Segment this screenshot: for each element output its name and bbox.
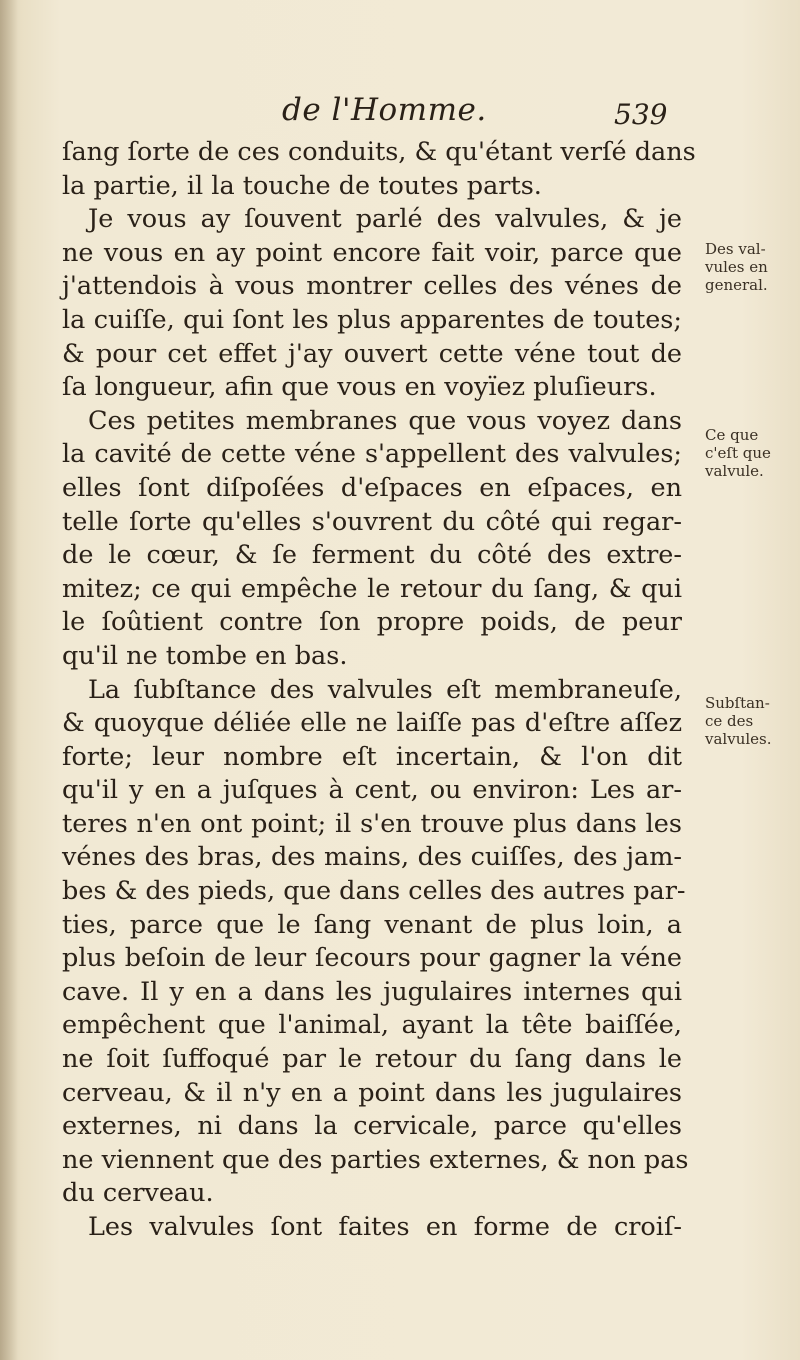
running-head: de l'Homme. bbox=[282, 92, 487, 128]
margin-note-line: c'eſt que bbox=[705, 444, 771, 462]
text-line: mitez; ce qui empêche le retour du ſang, & qui bbox=[62, 573, 682, 604]
body-text bbox=[62, 136, 696, 1245]
margin-note-line: Des val- bbox=[705, 240, 766, 258]
text-line: empêchent que l'animal, ayant la tête baiſſée, bbox=[62, 1010, 682, 1041]
text-line: externes, ni dans la cervicale, parce qu'elles bbox=[62, 1111, 682, 1142]
text-line: le ſoûtient contre ſon propre poids, de peur bbox=[62, 607, 682, 638]
text-line: qu'il y en a juſques à cent, ou environ: Les ar- bbox=[62, 775, 682, 806]
text-line: vénes des bras, des mains, des cuiſſes, des jam- bbox=[62, 842, 682, 873]
margin-note-line: general. bbox=[705, 276, 768, 294]
text-line: forte; leur nombre eſt incertain, & l'on dit bbox=[62, 741, 682, 772]
margin-note-line: ce des bbox=[705, 712, 754, 730]
text-line: elles ſont diſpoſées d'eſpaces en eſpaces, en bbox=[62, 472, 682, 503]
text-line: ties, parce que le ſang venant de plus loin, a bbox=[62, 909, 682, 940]
margin-note-line: valvule. bbox=[705, 462, 764, 480]
margin-note-ce-que-valvule bbox=[705, 426, 797, 480]
text-line: Je vous ay ſouvent parlé des valvules, & je bbox=[88, 204, 682, 235]
margin-note-substance bbox=[705, 694, 797, 748]
margin-note-line: valvules. bbox=[705, 730, 772, 748]
margin-note-line: Ce que bbox=[705, 426, 759, 444]
text-line: bes & des pieds, que dans celles des autres par- bbox=[62, 876, 686, 907]
margin-note-des-valvules bbox=[705, 240, 797, 294]
text-line: ne ſoit ſuffoqué par le retour du ſang dans le bbox=[62, 1044, 682, 1075]
text-line: telle ſorte qu'elles s'ouvrent du côté qui regar- bbox=[62, 506, 682, 537]
gutter-shadow bbox=[0, 0, 18, 1360]
text-line: la cavité de cette véne s'appellent des valvules; bbox=[62, 439, 682, 470]
text-line: & pour cet effet j'ay ouvert cette véne tout de bbox=[62, 338, 682, 369]
text-line: La ſubſtance des valvules eſt membraneuſe, bbox=[88, 674, 682, 705]
text-line: la cuiſſe, qui ſont les plus apparentes de toutes; bbox=[62, 304, 682, 335]
text-line: & quoyque déliée elle ne laiſſe pas d'eſtre aſſez bbox=[62, 708, 682, 739]
text-line: Ces petites membranes que vous voyez dans bbox=[88, 405, 682, 436]
text-line: ne viennent que des parties externes, & non pas bbox=[62, 1144, 689, 1175]
text-line: de le cœur, & ſe ferment du côté des extre- bbox=[62, 540, 682, 571]
text-line: plus beſoin de leur ſecours pour gagner la véne bbox=[62, 943, 682, 974]
text-line: ne vous en ay point encore fait voir, parce que bbox=[62, 237, 682, 268]
text-line: ſang ſorte de ces conduits, & qu'étant verſé dans bbox=[62, 137, 696, 167]
text-line: ſa longueur, afin que vous en voyïez pluſieurs. bbox=[62, 372, 657, 403]
text-line: teres n'en ont point; il s'en trouve plus dans les bbox=[62, 808, 682, 839]
text-line: cave. Il y en a dans les jugulaires internes qui bbox=[62, 976, 682, 1007]
margin-note-line: vules en bbox=[705, 258, 768, 276]
text-line: qu'il ne tombe en bas. bbox=[62, 640, 348, 671]
page-number: 539 bbox=[614, 98, 668, 131]
text-line: la partie, il la touche de toutes parts. bbox=[62, 170, 542, 201]
margin-note-line: Subſtan- bbox=[705, 694, 770, 712]
text-line: Les valvules ſont faites en forme de croiſ- bbox=[88, 1212, 682, 1242]
text-line: du cerveau. bbox=[62, 1178, 214, 1209]
text-line: cerveau, & il n'y en a point dans les jugulaires bbox=[62, 1077, 682, 1108]
text-line: j'attendois à vous montrer celles des vénes de bbox=[62, 271, 682, 302]
